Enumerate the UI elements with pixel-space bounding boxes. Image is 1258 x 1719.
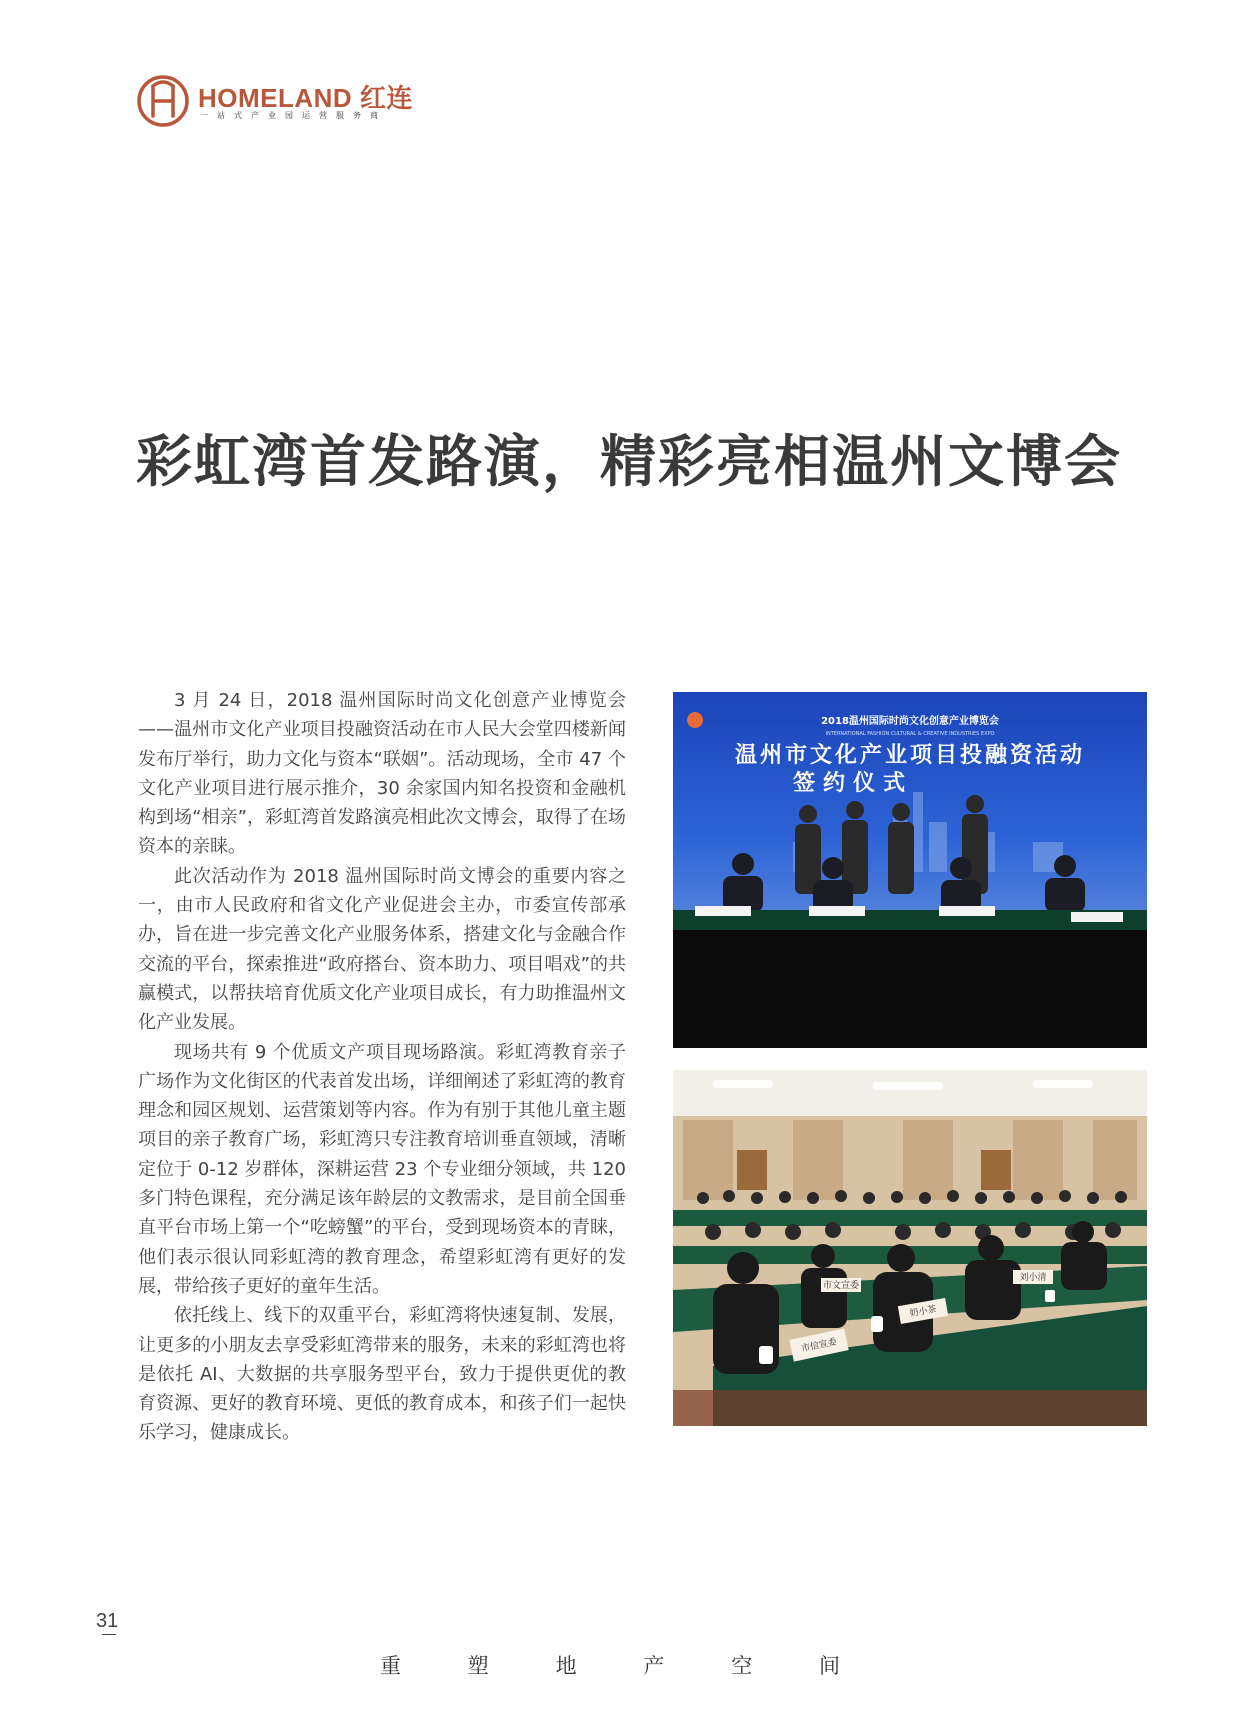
audience-photo	[673, 1070, 1147, 1426]
name-card-3: 市文宣委	[822, 1281, 860, 1291]
article-paragraph-1: 3 月 24 日，2018 温州国际时尚文化创意产业博览会——温州市文化产业项目投融资活动在市人民大会堂四楼新闻发布厅举行，助力文化与资本“联姻”。活动现场，全市 47 个文化产业项目进行展示推介，30 余家国内知名投资和金融机构到场“相亲”，彩虹湾首发路演亮相此次文博会，取得了在场资本的亲睐。	[138, 690, 626, 858]
article-paragraph-4: 依托线上、线下的双重平台，彩虹湾将快速复制、发展，让更多的小朋友去享受彩虹湾带来的服务，未来的彩虹湾也将是依托 AI、大数据的共享服务型平台，致力于提供更优的教育资源、更好的教育环境、更低的教育成本，和孩子们一起快乐学习，健康成长。	[138, 1305, 626, 1444]
name-card-4: 刘小清	[1019, 1273, 1047, 1283]
homeland-logo-icon	[136, 74, 190, 128]
article-paragraph-2: 此次活动作为 2018 温州国际时尚文博会的重要内容之一，由市人民政府和省文化产业促进会主办，市委宣传部承办，旨在进一步完善文化产业服务体系，搭建文化与金融合作交流的平台，探索推进“政府搭台、资本助力、项目唱戏”的共赢模式，以帮扶培育优质文化产业项目成长，有力助推温州文化产业发展。	[138, 865, 626, 1034]
banner-expo-subtitle: INTERNATIONAL FASHION CULTURAL & CREATIVE INDUSTRIES EXPO	[825, 731, 995, 737]
page-number-underline	[102, 1634, 116, 1635]
signing-ceremony-photo	[673, 692, 1147, 1048]
name-card-2: 奶小茶	[909, 1304, 938, 1320]
banner-main-text: 温州市文化产业项目投融资活动	[734, 743, 1086, 768]
brand-logo	[136, 74, 426, 130]
banner-expo-title: 2018温州国际时尚文化创意产业博览会	[821, 716, 999, 727]
brand-name-cn: 红连	[359, 84, 413, 114]
expo-logo-icon	[687, 712, 703, 728]
name-card-1: 市信宣委	[800, 1337, 838, 1355]
slogan-char: 空	[731, 1654, 753, 1678]
slogan-char: 间	[818, 1654, 840, 1678]
page-number: 31	[96, 1610, 119, 1632]
slogan-char: 塑	[467, 1654, 489, 1678]
brand-tagline: 一站式产业园运营服务商	[200, 111, 387, 120]
brand-name-en: HOMELAND	[198, 83, 353, 113]
slogan-char: 地	[555, 1654, 577, 1678]
article-body	[138, 686, 626, 1448]
banner-sub-text: 签约仪式	[792, 771, 914, 796]
slogan-char: 产	[643, 1654, 665, 1678]
article-paragraph-3: 现场共有 9 个优质文产项目现场路演。彩虹湾教育亲子广场作为文化街区的代表首发出场，详细阐述了彩虹湾的教育理念和园区规划、运营策划等内容。作为有别于其他儿童主题项目的亲子教育广场，彩虹湾只专注教育培训垂直领域，清晰定位于 0-12 岁群体，深耕运营 23 个专业细分领域，共 120 多门特色课程，充分满足该年龄层的文教需求，是目前全国垂直平台市场上第一个“吃螃蟹”的平台，受到现场资本的青睐，他们表示很认同彩虹湾的教育理念，希望彩虹湾有更好的发展，带给孩子更好的童年生活。	[138, 1041, 626, 1297]
article-title: 彩虹湾首发路演，精彩亮相温州文博会	[136, 429, 1122, 495]
slogan-char: 重	[380, 1654, 401, 1678]
footer-slogan	[380, 1650, 840, 1680]
